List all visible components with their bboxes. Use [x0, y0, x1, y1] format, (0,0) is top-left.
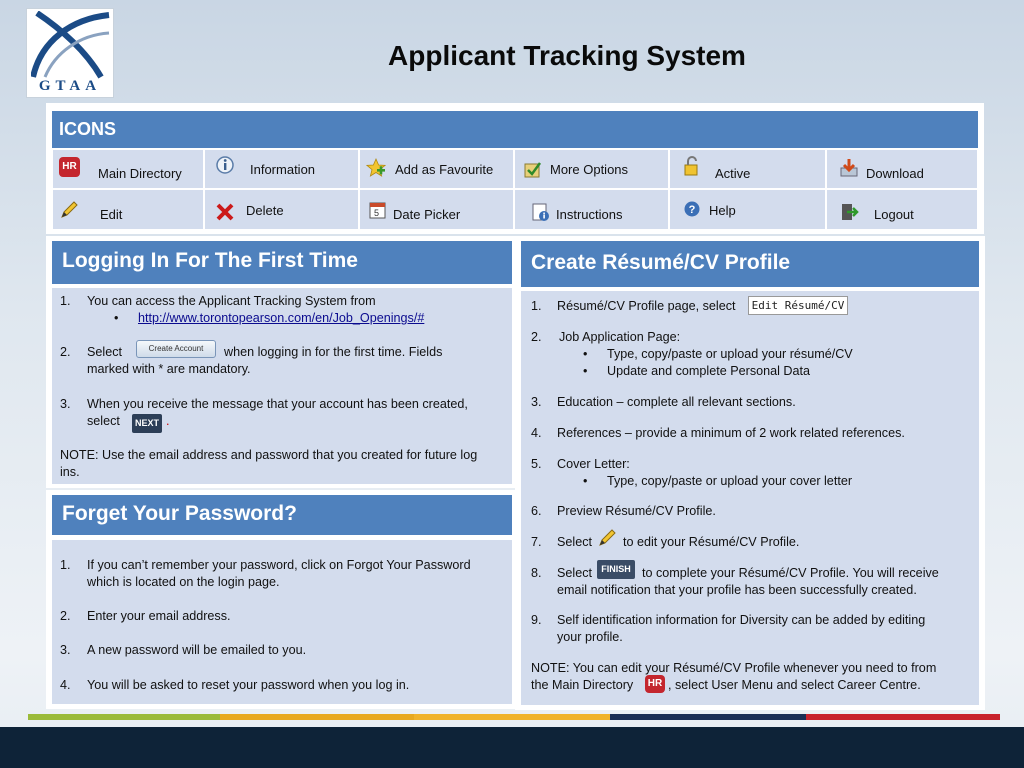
step-number: 4. [60, 678, 71, 692]
note-text: NOTE: You can edit your Résumé/CV Profile whenever you need to from [531, 661, 937, 675]
note-text: ins. [60, 465, 80, 479]
step-text: Résumé/CV Profile page, select [557, 299, 736, 313]
finish-button[interactable]: FINISH [597, 560, 635, 579]
create-account-button[interactable]: Create Account [136, 340, 216, 358]
icon-label: Active [715, 166, 751, 181]
icons-grid [52, 149, 978, 230]
icon-label: Download [866, 166, 924, 181]
edit-resume-button[interactable]: Edit Résumé/CV [748, 296, 848, 315]
icon-label: More Options [550, 162, 629, 177]
step-text: You can access the Applicant Tracking System from [87, 294, 376, 308]
bullet: • [583, 474, 588, 488]
next-button-wrap [132, 414, 162, 433]
resume-panel-body [521, 291, 979, 705]
pencil-icon [59, 200, 79, 220]
hr-icon[interactable]: HR [645, 675, 665, 693]
delete-x-icon [215, 202, 235, 222]
icon-cell-more-options [514, 149, 669, 189]
logout-icon [839, 202, 859, 222]
footer-bar [0, 727, 1024, 768]
instructions-icon [531, 202, 551, 222]
icon-cell-date-picker [359, 189, 514, 230]
step-text: Select [87, 345, 123, 359]
create-account-button-wrap [136, 340, 216, 358]
icon-cell-delete [204, 189, 359, 230]
icon-label: Help [709, 203, 736, 218]
step-text: Cover Letter: [557, 457, 630, 471]
logo-text: GTAA [38, 78, 102, 94]
step-number: 1. [60, 558, 71, 572]
login-panel-header: Logging In For The First Time [52, 241, 512, 284]
icons-header: ICONS [52, 111, 978, 148]
step-number: 3. [531, 395, 542, 409]
icon-label: Delete [246, 203, 284, 218]
step-text: Select [557, 535, 593, 549]
step-text: to edit your Résumé/CV Profile. [623, 535, 800, 549]
icon-label: Instructions [556, 207, 623, 222]
footer-stripe-yellow [220, 714, 414, 720]
icon-label: Date Picker [393, 207, 461, 222]
bullet: • [583, 364, 588, 378]
step-number: 1. [531, 299, 542, 313]
gtaa-logo-mark-icon [31, 11, 111, 79]
bullet-text: Type, copy/paste or upload your cover letter [607, 474, 853, 488]
step-text: Preview Résumé/CV Profile. [557, 504, 716, 518]
step-text: If you can’t remember your password, click on Forgot Your Password [87, 558, 471, 572]
bullet: • [114, 311, 119, 325]
bullet-text: Update and complete Personal Data [607, 364, 811, 378]
step-text: . [166, 414, 170, 428]
next-button[interactable]: NEXT [132, 414, 162, 433]
edit-resume-button-wrap [748, 296, 848, 315]
step-number: 7. [531, 535, 542, 549]
bullet: • [583, 347, 588, 361]
step-text: Education – complete all relevant sections. [557, 395, 796, 409]
step-text: when logging in for the first time. Fields [224, 345, 443, 359]
step-number: 4. [531, 426, 542, 440]
icon-cell-edit [52, 189, 204, 230]
icon-label: Logout [874, 207, 914, 222]
login-panel [46, 236, 518, 488]
gtaa-logo [26, 8, 114, 98]
step-number: 2. [60, 345, 71, 359]
icon-cell-logout [826, 189, 978, 230]
icon-label: Add as Favourite [395, 162, 494, 177]
hr-badge-wrap [645, 675, 665, 693]
step-number: 9. [531, 613, 542, 627]
step-text: Self identification information for Diversity can be added by editing [557, 613, 926, 627]
icon-label: Information [250, 162, 316, 177]
help-icon [682, 199, 702, 219]
active-lock-icon [682, 156, 702, 176]
icon-cell-main-directory [52, 149, 204, 189]
forgot-panel-body [52, 540, 512, 704]
resume-panel-header: Create Résumé/CV Profile [521, 241, 979, 287]
icon-cell-download [826, 149, 978, 189]
step-text: A new password will be emailed to you. [87, 643, 307, 657]
favourite-star-icon [366, 158, 386, 178]
icon-cell-add-favourite [359, 149, 514, 189]
step-text: Enter your email address. [87, 609, 231, 623]
step-text: email notification that your profile has been successfully created. [557, 583, 917, 597]
step-text: You will be asked to reset your password when you log in. [87, 678, 410, 692]
step-text: to complete your Résumé/CV Profile. You will receive [642, 566, 939, 580]
note-text: the Main Directory [531, 678, 634, 692]
step-number: 1. [60, 294, 71, 308]
step-number: 3. [60, 643, 71, 657]
icon-cell-help [669, 189, 826, 230]
forgot-panel-header: Forget Your Password? [52, 495, 512, 535]
step-text: which is located on the login page. [87, 575, 280, 589]
icon-cell-instructions [514, 189, 669, 230]
hr-icon: HR [59, 157, 80, 177]
login-panel-body [52, 288, 512, 484]
step-text: References – provide a minimum of 2 work related references. [557, 426, 905, 440]
job-openings-link[interactable]: http://www.torontopearson.com/en/Job_Openings/# [138, 311, 425, 325]
icons-section [46, 103, 984, 234]
icon-label: Edit [100, 207, 123, 222]
step-number: 5. [531, 457, 542, 471]
footer-stripe-green [28, 714, 220, 720]
calendar-icon [368, 200, 388, 220]
step-number: 8. [531, 566, 542, 580]
forgot-panel [46, 490, 518, 709]
icon-cell-information [204, 149, 359, 189]
page-title: Applicant Tracking System [388, 40, 746, 71]
step-number: 3. [60, 397, 71, 411]
pencil-icon[interactable] [597, 528, 617, 548]
svg-text:?: ? [688, 204, 696, 217]
more-options-icon [523, 160, 543, 180]
step-text: select [87, 414, 120, 428]
footer-stripe-red [806, 714, 1000, 720]
footer-stripe-navy [610, 714, 806, 720]
info-icon [215, 155, 235, 175]
step-text: When you receive the message that your account has been created, [87, 397, 468, 411]
bullet-text: Type, copy/paste or upload your résumé/CV [607, 347, 853, 361]
step-text: your profile. [557, 630, 623, 644]
step-text: marked with * are mandatory. [87, 362, 251, 376]
step-number: 2. [531, 330, 542, 344]
icon-label: Main Directory [98, 166, 182, 181]
footer-stripe-orange [414, 714, 610, 720]
download-icon [839, 158, 859, 178]
step-number: 6. [531, 504, 542, 518]
note-text: , select User Menu and select Career Centre. [668, 678, 921, 692]
svg-text:5: 5 [374, 208, 380, 218]
step-number: 2. [60, 609, 71, 623]
icon-cell-active [669, 149, 826, 189]
resume-panel [515, 236, 985, 710]
finish-button-wrap [597, 560, 635, 579]
step-text: Job Application Page: [559, 330, 681, 344]
step-text: Select [557, 566, 593, 580]
note-text: NOTE: Use the email address and password that you created for future log [60, 448, 478, 462]
